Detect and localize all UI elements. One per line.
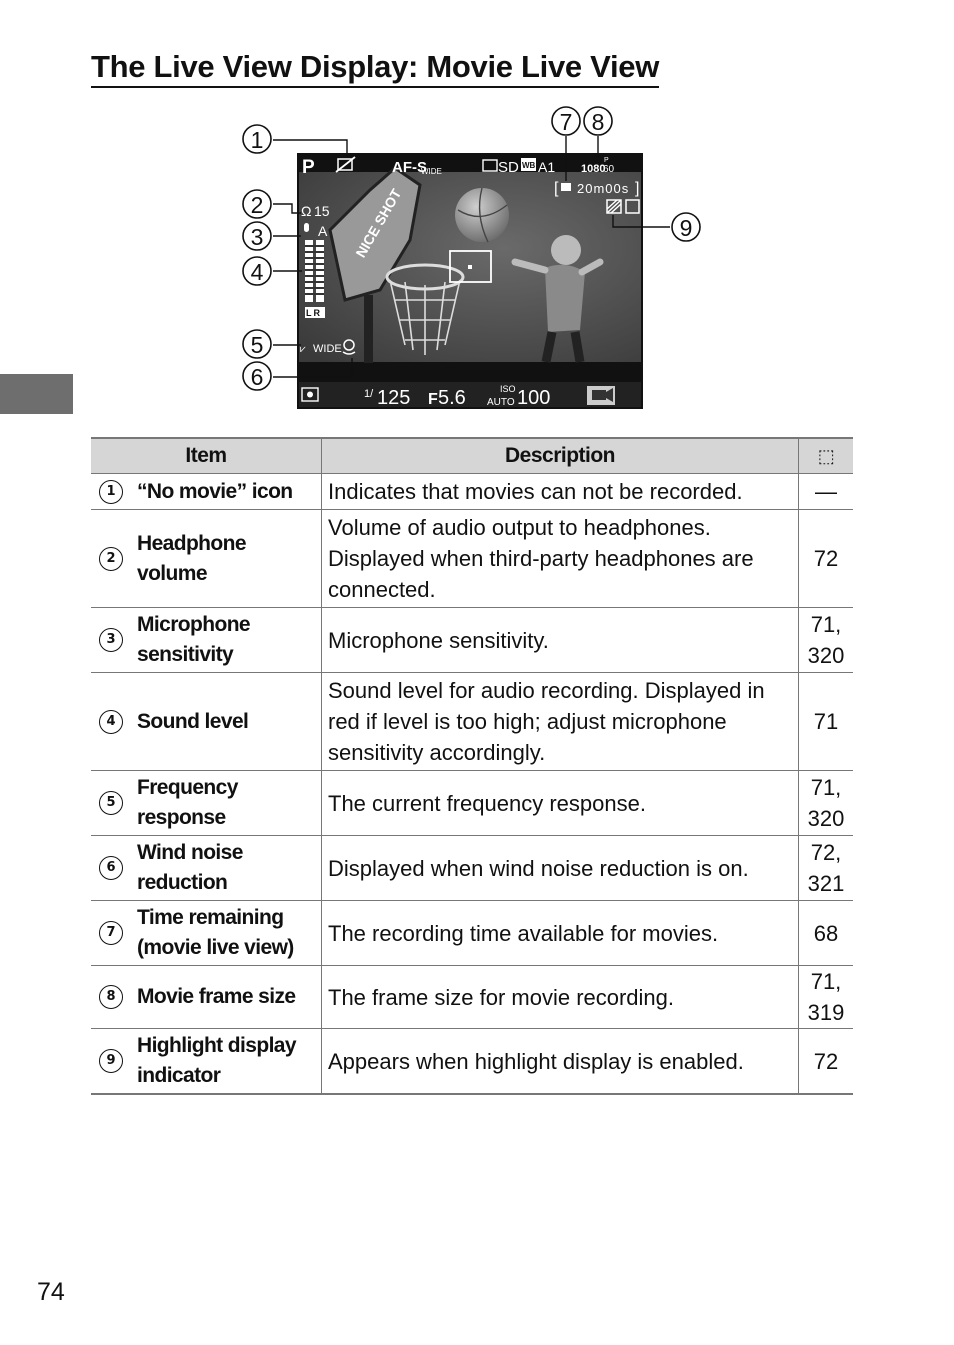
description-cell: The current frequency response. bbox=[322, 771, 799, 836]
boy-body bbox=[545, 265, 585, 332]
item-label: Sound level bbox=[137, 709, 249, 733]
page-ref: 68 bbox=[799, 901, 854, 966]
af-area: WIDE bbox=[421, 167, 442, 176]
description-cell: Volume of audio output to headphones. Displayed when third-party headphones are connected. bbox=[322, 510, 799, 608]
page-number: 74 bbox=[37, 1278, 65, 1306]
svg-text:4: 4 bbox=[250, 259, 264, 285]
svg-text:8: 8 bbox=[591, 109, 605, 135]
callout-5 bbox=[243, 330, 271, 358]
af-mode: AF-S bbox=[392, 159, 427, 176]
description-cell: The frame size for movie recording. bbox=[322, 966, 799, 1029]
frequency-response: WIDE bbox=[313, 343, 342, 355]
time-remaining: 20m00s bbox=[577, 181, 630, 196]
mic-icon bbox=[304, 223, 309, 232]
callout-4 bbox=[243, 257, 271, 285]
svg-text:5: 5 bbox=[250, 332, 264, 358]
callout-3 bbox=[243, 222, 271, 250]
headphone-icon: Ω bbox=[301, 203, 312, 219]
live-view-figure bbox=[230, 100, 710, 412]
table-header-row bbox=[91, 438, 853, 474]
row-number: 4 bbox=[99, 710, 123, 734]
page-ref: 72 bbox=[799, 510, 854, 608]
headphone-volume: 15 bbox=[314, 203, 330, 219]
page-ref: 71, 319 bbox=[799, 966, 854, 1029]
callout-6 bbox=[243, 362, 271, 390]
iso-label: ISO bbox=[500, 384, 516, 394]
wb-icon: WB bbox=[522, 161, 536, 170]
svg-text:3: 3 bbox=[250, 224, 264, 250]
row-number: 5 bbox=[99, 791, 123, 815]
backboard-text: NICE SHOT bbox=[352, 186, 405, 261]
iso-value: 100 bbox=[517, 387, 551, 409]
description-cell: The recording time available for movies. bbox=[322, 901, 799, 966]
table-row bbox=[91, 474, 853, 510]
table-row bbox=[91, 608, 853, 673]
row-number: 8 bbox=[99, 985, 123, 1009]
movie-icon bbox=[561, 183, 571, 191]
item-label: Movie frame size bbox=[137, 985, 296, 1008]
row-number: 1 bbox=[99, 480, 123, 504]
callout-8 bbox=[584, 107, 612, 135]
description-cell: Sound level for audio recording. Displayed in red if level is too high; adjust microphone sensitivity accordingly. bbox=[322, 673, 799, 771]
description-cell: Microphone sensitivity. bbox=[322, 608, 799, 673]
table-row bbox=[91, 510, 853, 608]
item-label: Microphone sensitivity bbox=[137, 613, 250, 666]
row-number: 9 bbox=[99, 1049, 123, 1073]
row-number: 6 bbox=[99, 856, 123, 880]
description-cell: Appears when highlight display is enabled. bbox=[322, 1029, 799, 1095]
frequency-icon: ⩗ bbox=[300, 344, 306, 355]
basketball bbox=[455, 188, 509, 242]
description-cell: Displayed when wind noise reduction is on. bbox=[322, 836, 799, 901]
svg-text:6: 6 bbox=[250, 364, 264, 390]
callout-7 bbox=[552, 107, 580, 135]
callout-1 bbox=[243, 125, 271, 153]
svg-text:1: 1 bbox=[250, 127, 264, 153]
svg-text:]: ] bbox=[635, 180, 640, 197]
table-row bbox=[91, 673, 853, 771]
description-cell: Indicates that movies can not be recorded. bbox=[322, 474, 799, 510]
frame-size: 1080 bbox=[581, 163, 606, 175]
svg-text:2: 2 bbox=[250, 192, 264, 218]
item-label: “No movie” icon bbox=[137, 479, 293, 503]
mic-sensitivity: A bbox=[318, 223, 328, 239]
page-title: The Live View Display: Movie Live View bbox=[91, 48, 659, 88]
svg-text:7: 7 bbox=[559, 109, 573, 135]
page-ref: 71, 320 bbox=[799, 771, 854, 836]
callout-2 bbox=[243, 190, 271, 218]
svg-text:[: [ bbox=[554, 180, 559, 197]
frame-rate: 60 bbox=[603, 164, 615, 175]
header-item: Item bbox=[91, 438, 322, 474]
table-row bbox=[91, 1029, 853, 1095]
table-row bbox=[91, 771, 853, 836]
aperture-prefix: F bbox=[428, 391, 438, 408]
book-icon: ⬚ bbox=[817, 446, 835, 466]
item-label: Frequency response bbox=[137, 776, 238, 829]
frame-scan: P bbox=[604, 157, 609, 164]
row-number: 7 bbox=[99, 921, 123, 945]
shutter-prefix: 1/ bbox=[364, 388, 374, 400]
page-ref: 71, 320 bbox=[799, 608, 854, 673]
item-label: Highlight display indicator bbox=[137, 1034, 296, 1087]
table-row bbox=[91, 901, 853, 966]
header-description: Description bbox=[322, 438, 799, 474]
white-balance: A1 bbox=[538, 159, 556, 175]
shutter-speed: 125 bbox=[377, 387, 411, 409]
picture-control: SD bbox=[498, 159, 519, 176]
iso-auto: AUTO bbox=[487, 397, 515, 408]
row-number: 3 bbox=[99, 628, 123, 652]
item-label: Headphone volume bbox=[137, 531, 246, 585]
page-ref: 72, 321 bbox=[799, 836, 854, 901]
header-page bbox=[799, 438, 854, 474]
pole bbox=[364, 295, 373, 363]
section-tab bbox=[0, 374, 73, 414]
mode-indicator: P bbox=[302, 157, 315, 178]
svg-text:9: 9 bbox=[679, 215, 693, 241]
boy-head bbox=[551, 235, 581, 265]
sound-level-channels: LR bbox=[306, 308, 322, 318]
page-ref: 72 bbox=[799, 1029, 854, 1095]
item-label: Time remaining (movie live view) bbox=[137, 906, 294, 959]
description-table bbox=[91, 437, 853, 1095]
aperture: 5.6 bbox=[438, 387, 466, 409]
page-ref: 71 bbox=[799, 673, 854, 771]
row-number: 2 bbox=[99, 547, 123, 571]
page-ref: — bbox=[799, 474, 854, 510]
callout-9 bbox=[672, 213, 700, 241]
table-row bbox=[91, 966, 853, 1029]
table-row bbox=[91, 836, 853, 901]
item-label: Wind noise reduction bbox=[137, 841, 243, 894]
